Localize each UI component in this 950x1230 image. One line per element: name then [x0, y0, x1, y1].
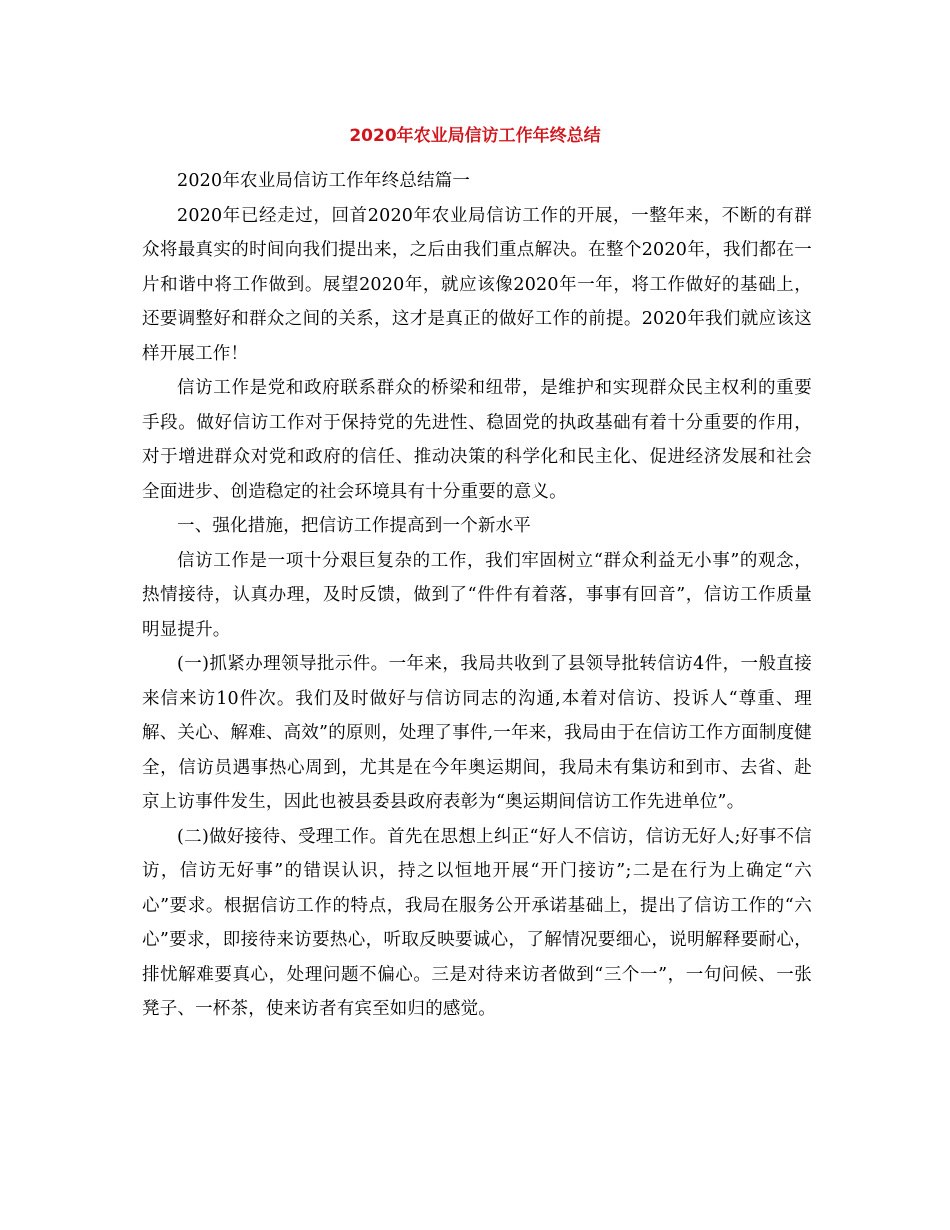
paragraph-item-1: (一)抓紧办理领导批示件。一年来，我局共收到了县领导批转信访4件，一般直接来信来访10件次。我们及时做好与信访同志的沟通,本着对信访、投诉人“尊重、理解、关心、解难、高效”的原则，处理了事件,一年来，我局由于在信访工作方面制度健全，信访员遇事热心周到，尤其是在今年奥运期间，我局未有集访和到市、去省、赴京上访事件发生，因此也被县委县政府表彰为“奥运期间信访工作先进单位”。 [142, 654, 812, 812]
section-subtitle: 2020年农业局信访工作年终总结篇一 [177, 171, 471, 191]
section-heading-1: 一、强化措施，把信访工作提高到一个新水平 [177, 516, 531, 536]
paragraph-intro: 2020年已经走过，回首2020年农业局信访工作的开展，一整年来，不断的有群众将最真实的时间向我们提出来，之后由我们重点解决。在整个2020年，我们都在一片和谐中将工作做到。展望2020年，就应该像2020年一年，将工作做好的基础上，还要调整好和群众之间的关系，这才是真正的做好工作的前提。2020年我们就应该这样开展工作！ [142, 205, 812, 364]
paragraph-significance: 信访工作是党和政府联系群众的桥梁和纽带，是维护和实现群众民主权利的重要手段。做好信访工作对于保持党的先进性、稳固党的执政基础有着十分重要的作用，对于增进群众对党和政府的信任、推动决策的科学化和民主化、促进经济发展和社会全面进步、创造稳定的社会环境具有十分重要的意义。 [142, 378, 812, 502]
document-title: 2020年农业局信访工作年终总结 [349, 126, 601, 146]
document-body [142, 156, 812, 1027]
paragraph-section-1: 信访工作是一项十分艰巨复杂的工作，我们牢固树立“群众利益无小事”的观念，热情接待，认真办理，及时反馈，做到了“件件有着落，事事有回音”，信访工作质量明显提升。 [142, 550, 812, 640]
paragraph-item-2: (二)做好接待、受理工作。首先在思想上纠正“好人不信访，信访无好人;好事不信访，信访无好事”的错误认识，持之以恒地开展“开门接访”;二是在行为上确定“六心”要求。根据信访工作的特点，我局在服务公开承诺基础上，提出了信访工作的“六心”要求，即接待来访要热心，听取反映要诚心，了解情况要细心，说明解释要耐心，排忧解难要真心，处理问题不偏心。三是对待来访者做到“三个一”，一句问候、一张凳子、一杯茶，使来访者有宾至如归的感觉。 [142, 826, 812, 1019]
